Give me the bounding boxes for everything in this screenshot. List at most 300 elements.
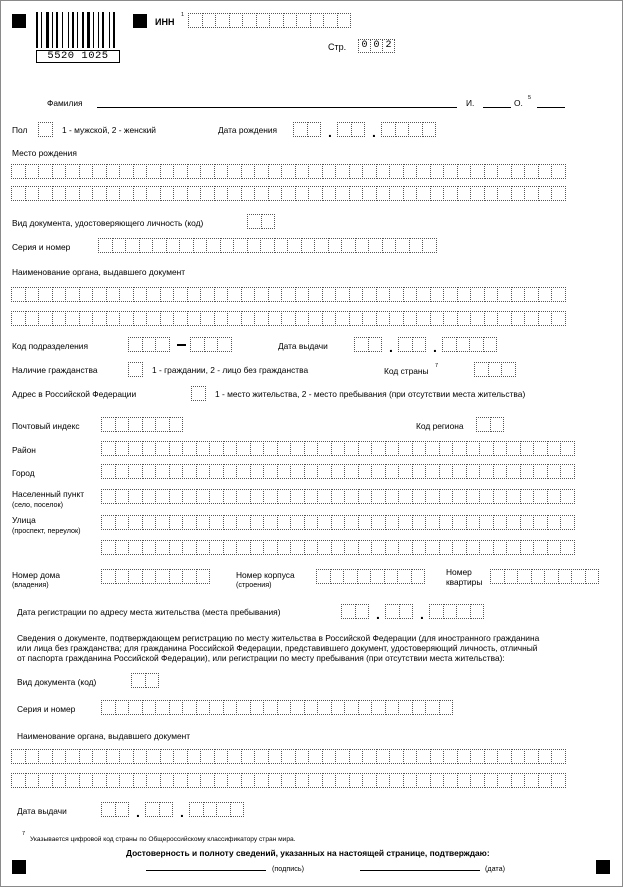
input-cell[interactable] (223, 540, 238, 555)
input-cell[interactable] (11, 773, 26, 788)
input-cell[interactable] (430, 311, 445, 326)
input-cell[interactable] (511, 773, 526, 788)
input-cell[interactable] (439, 515, 454, 530)
input-cell[interactable] (92, 186, 107, 201)
input-cell[interactable] (169, 515, 184, 530)
input-cell[interactable] (452, 489, 467, 504)
input-cell[interactable] (92, 773, 107, 788)
rf-address-type-input[interactable] (191, 386, 205, 401)
input-cell[interactable] (403, 773, 418, 788)
input-cell[interactable] (497, 773, 512, 788)
input-cell[interactable] (25, 287, 40, 302)
input-cell[interactable] (470, 773, 485, 788)
issue-month-input[interactable] (398, 337, 425, 352)
input-cell[interactable] (520, 515, 535, 530)
input-cell[interactable] (501, 362, 516, 377)
input-cell[interactable] (187, 773, 202, 788)
city-input[interactable] (101, 464, 574, 479)
input-cell[interactable] (335, 164, 350, 179)
input-cell[interactable] (381, 122, 396, 137)
input-cell[interactable] (230, 802, 245, 817)
input-cell[interactable] (38, 122, 53, 137)
input-cell[interactable] (146, 287, 161, 302)
signature-line[interactable] (146, 870, 266, 871)
input-cell[interactable] (182, 700, 197, 715)
input-cell[interactable] (236, 540, 251, 555)
input-cell[interactable] (389, 773, 404, 788)
input-cell[interactable] (351, 122, 366, 137)
input-cell[interactable] (236, 464, 251, 479)
initial-o-input[interactable] (537, 107, 565, 108)
input-cell[interactable] (425, 489, 440, 504)
input-cell[interactable] (128, 441, 143, 456)
input-cell[interactable] (115, 700, 130, 715)
input-cell[interactable] (389, 311, 404, 326)
input-cell[interactable] (227, 186, 242, 201)
input-cell[interactable] (506, 464, 521, 479)
input-cell[interactable] (304, 540, 319, 555)
input-cell[interactable] (533, 540, 548, 555)
input-cell[interactable] (538, 749, 553, 764)
input-cell[interactable] (544, 569, 559, 584)
input-cell[interactable] (533, 515, 548, 530)
input-cell[interactable] (524, 773, 539, 788)
input-cell[interactable] (250, 489, 265, 504)
input-cell[interactable] (376, 164, 391, 179)
input-cell[interactable] (169, 441, 184, 456)
input-cell[interactable] (79, 773, 94, 788)
input-cell[interactable] (115, 569, 130, 584)
input-cell[interactable] (106, 749, 121, 764)
input-cell[interactable] (484, 749, 499, 764)
input-cell[interactable] (92, 287, 107, 302)
input-cell[interactable] (301, 238, 316, 253)
input-cell[interactable] (133, 749, 148, 764)
input-cell[interactable] (214, 287, 229, 302)
input-cell[interactable] (497, 287, 512, 302)
registration-month-input[interactable] (385, 604, 412, 619)
input-cell[interactable] (382, 238, 397, 253)
input-cell[interactable] (190, 337, 205, 352)
input-cell[interactable] (128, 515, 143, 530)
input-cell[interactable] (160, 186, 175, 201)
input-cell[interactable] (370, 569, 385, 584)
input-cell[interactable] (344, 540, 359, 555)
input-cell[interactable] (169, 569, 184, 584)
input-cell[interactable] (191, 386, 206, 401)
input-cell[interactable] (412, 464, 427, 479)
input-cell[interactable] (385, 464, 400, 479)
input-cell[interactable] (241, 287, 256, 302)
input-cell[interactable] (585, 569, 600, 584)
input-cell[interactable] (187, 311, 202, 326)
input-cell[interactable] (115, 802, 130, 817)
input-cell[interactable] (389, 186, 404, 201)
input-cell[interactable] (169, 464, 184, 479)
input-cell[interactable] (484, 186, 499, 201)
input-cell[interactable] (524, 164, 539, 179)
input-cell[interactable] (115, 515, 130, 530)
registration-issue-month-input[interactable] (145, 802, 172, 817)
input-cell[interactable] (389, 164, 404, 179)
surname-input[interactable] (97, 107, 457, 108)
input-cell[interactable] (362, 311, 377, 326)
input-cell[interactable] (506, 489, 521, 504)
input-cell[interactable] (236, 489, 251, 504)
input-cell[interactable] (412, 700, 427, 715)
input-cell[interactable] (343, 569, 358, 584)
input-cell[interactable] (209, 489, 224, 504)
input-cell[interactable] (520, 464, 535, 479)
input-cell[interactable] (425, 464, 440, 479)
input-cell[interactable] (145, 673, 160, 688)
input-cell[interactable] (358, 489, 373, 504)
input-cell[interactable] (254, 773, 269, 788)
input-cell[interactable] (155, 417, 170, 432)
input-cell[interactable] (52, 186, 67, 201)
input-cell[interactable] (247, 214, 262, 229)
division-code-part1-input[interactable] (128, 337, 169, 352)
inn-input[interactable] (188, 13, 350, 28)
input-cell[interactable] (456, 337, 471, 352)
input-cell[interactable] (277, 515, 292, 530)
input-cell[interactable] (115, 441, 130, 456)
input-cell[interactable] (538, 773, 553, 788)
input-cell[interactable] (155, 441, 170, 456)
input-cell[interactable] (295, 773, 310, 788)
input-cell[interactable] (389, 749, 404, 764)
input-cell[interactable] (187, 287, 202, 302)
input-cell[interactable] (173, 287, 188, 302)
input-cell[interactable] (547, 489, 562, 504)
input-cell[interactable] (504, 569, 519, 584)
input-cell[interactable] (389, 287, 404, 302)
input-cell[interactable] (38, 773, 53, 788)
input-cell[interactable] (200, 164, 215, 179)
input-cell[interactable] (182, 441, 197, 456)
input-cell[interactable] (551, 773, 566, 788)
input-cell[interactable] (38, 749, 53, 764)
input-cell[interactable] (119, 164, 134, 179)
input-cell[interactable] (25, 749, 40, 764)
input-cell[interactable] (349, 311, 364, 326)
input-cell[interactable] (358, 700, 373, 715)
input-cell[interactable] (296, 13, 311, 28)
input-cell[interactable] (484, 287, 499, 302)
input-cell[interactable] (412, 540, 427, 555)
input-cell[interactable] (371, 540, 386, 555)
input-cell[interactable] (227, 287, 242, 302)
input-cell[interactable] (430, 164, 445, 179)
input-cell[interactable] (125, 238, 140, 253)
input-cell[interactable] (223, 489, 238, 504)
input-cell[interactable] (344, 515, 359, 530)
input-cell[interactable] (189, 802, 204, 817)
input-cell[interactable] (106, 311, 121, 326)
input-cell[interactable] (425, 700, 440, 715)
input-cell[interactable] (295, 186, 310, 201)
input-cell[interactable] (399, 604, 414, 619)
input-cell[interactable] (511, 749, 526, 764)
input-cell[interactable] (142, 464, 157, 479)
input-cell[interactable] (227, 164, 242, 179)
input-cell[interactable] (250, 464, 265, 479)
input-cell[interactable] (254, 749, 269, 764)
input-cell[interactable] (456, 604, 471, 619)
registration-day-input[interactable] (341, 604, 368, 619)
input-cell[interactable] (133, 186, 148, 201)
input-cell[interactable] (551, 287, 566, 302)
input-cell[interactable] (52, 749, 67, 764)
input-cell[interactable] (425, 540, 440, 555)
input-cell[interactable] (169, 540, 184, 555)
input-cell[interactable] (25, 164, 40, 179)
input-cell[interactable] (92, 311, 107, 326)
input-cell[interactable] (376, 186, 391, 201)
input-cell[interactable] (371, 515, 386, 530)
input-cell[interactable] (466, 515, 481, 530)
input-cell[interactable] (146, 186, 161, 201)
input-cell[interactable] (196, 700, 211, 715)
input-cell[interactable] (443, 186, 458, 201)
input-cell[interactable] (128, 362, 143, 377)
input-cell[interactable] (493, 540, 508, 555)
input-cell[interactable] (439, 489, 454, 504)
input-cell[interactable] (98, 238, 113, 253)
input-cell[interactable] (115, 417, 130, 432)
input-cell[interactable] (511, 186, 526, 201)
input-cell[interactable] (457, 773, 472, 788)
input-cell[interactable] (331, 464, 346, 479)
input-cell[interactable] (146, 164, 161, 179)
input-cell[interactable] (443, 287, 458, 302)
doc-type-input[interactable] (247, 214, 274, 229)
street-input-row[interactable] (101, 515, 574, 530)
input-cell[interactable] (322, 164, 337, 179)
input-cell[interactable] (145, 802, 160, 817)
input-cell[interactable] (274, 238, 289, 253)
input-cell[interactable] (263, 441, 278, 456)
input-cell[interactable] (323, 13, 338, 28)
input-cell[interactable] (128, 464, 143, 479)
issue-day-input[interactable] (354, 337, 381, 352)
input-cell[interactable] (403, 287, 418, 302)
input-cell[interactable] (304, 489, 319, 504)
input-cell[interactable] (206, 238, 221, 253)
input-cell[interactable] (119, 186, 134, 201)
input-cell[interactable] (357, 569, 372, 584)
input-cell[interactable] (146, 311, 161, 326)
input-cell[interactable] (355, 604, 370, 619)
input-cell[interactable] (551, 164, 566, 179)
input-cell[interactable] (200, 186, 215, 201)
input-cell[interactable] (335, 311, 350, 326)
input-cell[interactable] (331, 540, 346, 555)
input-cell[interactable] (538, 311, 553, 326)
input-cell[interactable] (443, 773, 458, 788)
input-cell[interactable] (79, 311, 94, 326)
issuer-input-row[interactable] (11, 287, 565, 302)
input-cell[interactable] (506, 515, 521, 530)
input-cell[interactable] (160, 773, 175, 788)
input-cell[interactable] (223, 464, 238, 479)
input-cell[interactable] (146, 773, 161, 788)
input-cell[interactable] (115, 464, 130, 479)
input-cell[interactable] (466, 540, 481, 555)
initial-i-input[interactable] (483, 107, 511, 108)
input-cell[interactable] (133, 287, 148, 302)
input-cell[interactable] (216, 802, 231, 817)
input-cell[interactable] (281, 773, 296, 788)
input-cell[interactable] (242, 13, 257, 28)
input-cell[interactable] (349, 749, 364, 764)
input-cell[interactable] (128, 337, 143, 352)
input-cell[interactable] (209, 540, 224, 555)
input-cell[interactable] (470, 186, 485, 201)
date-line[interactable] (360, 870, 480, 871)
input-cell[interactable] (155, 700, 170, 715)
input-cell[interactable] (250, 515, 265, 530)
input-cell[interactable] (476, 417, 491, 432)
input-cell[interactable] (142, 569, 157, 584)
input-cell[interactable] (538, 164, 553, 179)
input-cell[interactable] (416, 287, 431, 302)
input-cell[interactable] (443, 164, 458, 179)
input-cell[interactable] (506, 441, 521, 456)
input-cell[interactable] (65, 287, 80, 302)
input-cell[interactable] (101, 700, 116, 715)
input-cell[interactable] (155, 569, 170, 584)
registration-issue-year-input[interactable] (189, 802, 243, 817)
input-cell[interactable] (398, 515, 413, 530)
input-cell[interactable] (457, 186, 472, 201)
input-cell[interactable] (511, 287, 526, 302)
input-cell[interactable] (317, 441, 332, 456)
input-cell[interactable] (290, 700, 305, 715)
input-cell[interactable] (469, 337, 484, 352)
input-cell[interactable] (236, 441, 251, 456)
input-cell[interactable] (169, 700, 184, 715)
input-cell[interactable] (290, 464, 305, 479)
input-cell[interactable] (395, 238, 410, 253)
input-cell[interactable] (179, 238, 194, 253)
input-cell[interactable] (524, 287, 539, 302)
input-cell[interactable] (362, 287, 377, 302)
input-cell[interactable] (173, 749, 188, 764)
input-cell[interactable] (328, 238, 343, 253)
input-cell[interactable] (520, 489, 535, 504)
input-cell[interactable] (220, 238, 235, 253)
input-cell[interactable] (385, 540, 400, 555)
input-cell[interactable] (403, 749, 418, 764)
input-cell[interactable] (101, 540, 116, 555)
input-cell[interactable] (92, 164, 107, 179)
input-cell[interactable] (214, 164, 229, 179)
input-cell[interactable] (371, 464, 386, 479)
input-cell[interactable] (223, 441, 238, 456)
input-cell[interactable] (169, 489, 184, 504)
input-cell[interactable] (371, 489, 386, 504)
registration-doc-type-input[interactable] (131, 673, 158, 688)
region-code-input[interactable] (476, 417, 503, 432)
input-cell[interactable] (101, 489, 116, 504)
input-cell[interactable] (254, 164, 269, 179)
input-cell[interactable] (268, 311, 283, 326)
input-cell[interactable] (52, 164, 67, 179)
input-cell[interactable] (38, 164, 53, 179)
input-cell[interactable] (214, 311, 229, 326)
input-cell[interactable] (470, 749, 485, 764)
input-cell[interactable] (524, 311, 539, 326)
input-cell[interactable] (412, 441, 427, 456)
input-cell[interactable] (229, 13, 244, 28)
input-cell[interactable] (430, 773, 445, 788)
input-cell[interactable] (511, 164, 526, 179)
input-cell[interactable] (317, 515, 332, 530)
input-cell[interactable] (25, 186, 40, 201)
input-cell[interactable] (214, 186, 229, 201)
input-cell[interactable] (101, 464, 116, 479)
registration-year-input[interactable] (429, 604, 483, 619)
input-cell[interactable] (308, 311, 323, 326)
input-cell[interactable] (362, 773, 377, 788)
input-cell[interactable] (322, 749, 337, 764)
input-cell[interactable] (173, 164, 188, 179)
input-cell[interactable] (452, 441, 467, 456)
input-cell[interactable] (403, 164, 418, 179)
input-cell[interactable] (398, 540, 413, 555)
input-cell[interactable] (65, 164, 80, 179)
input-cell[interactable] (287, 238, 302, 253)
input-cell[interactable] (479, 464, 494, 479)
input-cell[interactable] (263, 540, 278, 555)
input-cell[interactable] (344, 700, 359, 715)
input-cell[interactable] (443, 311, 458, 326)
input-cell[interactable] (349, 773, 364, 788)
input-cell[interactable] (551, 311, 566, 326)
input-cell[interactable] (304, 464, 319, 479)
input-cell[interactable] (295, 164, 310, 179)
input-cell[interactable] (128, 417, 143, 432)
input-cell[interactable] (142, 489, 157, 504)
input-cell[interactable] (241, 311, 256, 326)
input-cell[interactable] (119, 749, 134, 764)
input-cell[interactable] (119, 287, 134, 302)
input-cell[interactable] (304, 700, 319, 715)
input-cell[interactable] (119, 773, 134, 788)
input-cell[interactable] (560, 515, 575, 530)
input-cell[interactable] (160, 749, 175, 764)
input-cell[interactable] (196, 540, 211, 555)
input-cell[interactable] (101, 441, 116, 456)
input-cell[interactable] (290, 489, 305, 504)
input-cell[interactable] (128, 569, 143, 584)
input-cell[interactable] (142, 337, 157, 352)
input-cell[interactable] (119, 311, 134, 326)
input-cell[interactable] (317, 489, 332, 504)
building-input[interactable] (316, 569, 424, 584)
input-cell[interactable] (281, 287, 296, 302)
input-cell[interactable] (223, 515, 238, 530)
input-cell[interactable] (65, 186, 80, 201)
input-cell[interactable] (277, 464, 292, 479)
input-cell[interactable] (304, 515, 319, 530)
input-cell[interactable] (169, 417, 184, 432)
registration-issuer-input-row[interactable] (11, 773, 565, 788)
input-cell[interactable] (65, 749, 80, 764)
input-cell[interactable] (425, 441, 440, 456)
input-cell[interactable] (38, 311, 53, 326)
